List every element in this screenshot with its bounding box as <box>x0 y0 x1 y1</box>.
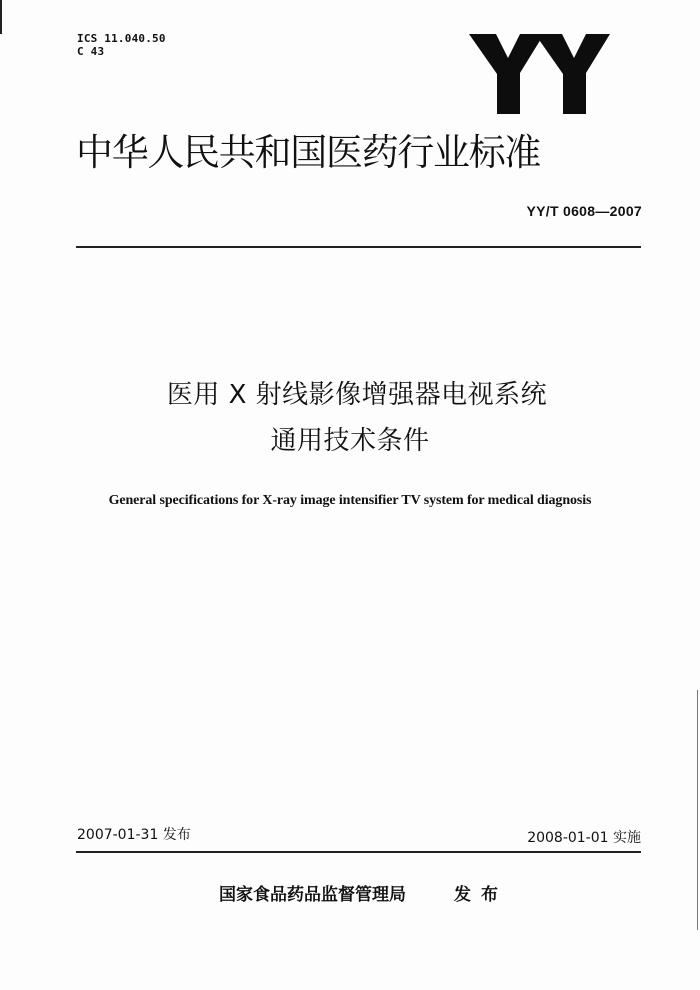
standard-number: YY/T 0608—2007 <box>526 203 642 219</box>
top-divider <box>76 246 641 248</box>
chinese-title-line-1: 医用 X 射线影像增强器电视系统 <box>166 380 548 410</box>
effective-date: 2008-01-01 实施 <box>527 830 641 846</box>
chinese-title-line-2: 通用技术条件 <box>270 426 430 456</box>
standard-title: 中华人民共和国医药行业标准 <box>76 131 541 174</box>
class-code: C 43 <box>77 45 105 58</box>
classification-codes <box>77 32 166 58</box>
english-title: General specifications for X-ray image intensifier TV system for medical diagnosis <box>108 493 592 508</box>
ics-code: ICS 11.040.50 <box>77 32 166 45</box>
issue-date: 2007-01-31 发布 <box>77 827 191 843</box>
bottom-divider <box>76 851 641 853</box>
yy-logo-letters <box>469 34 610 114</box>
release-label: 发布 <box>454 885 508 905</box>
issuing-authority: 国家食品药品监督管理局 <box>219 885 406 905</box>
yy-logo <box>469 34 611 114</box>
scan-edge-right <box>697 690 698 930</box>
scan-edge-left <box>0 0 2 34</box>
